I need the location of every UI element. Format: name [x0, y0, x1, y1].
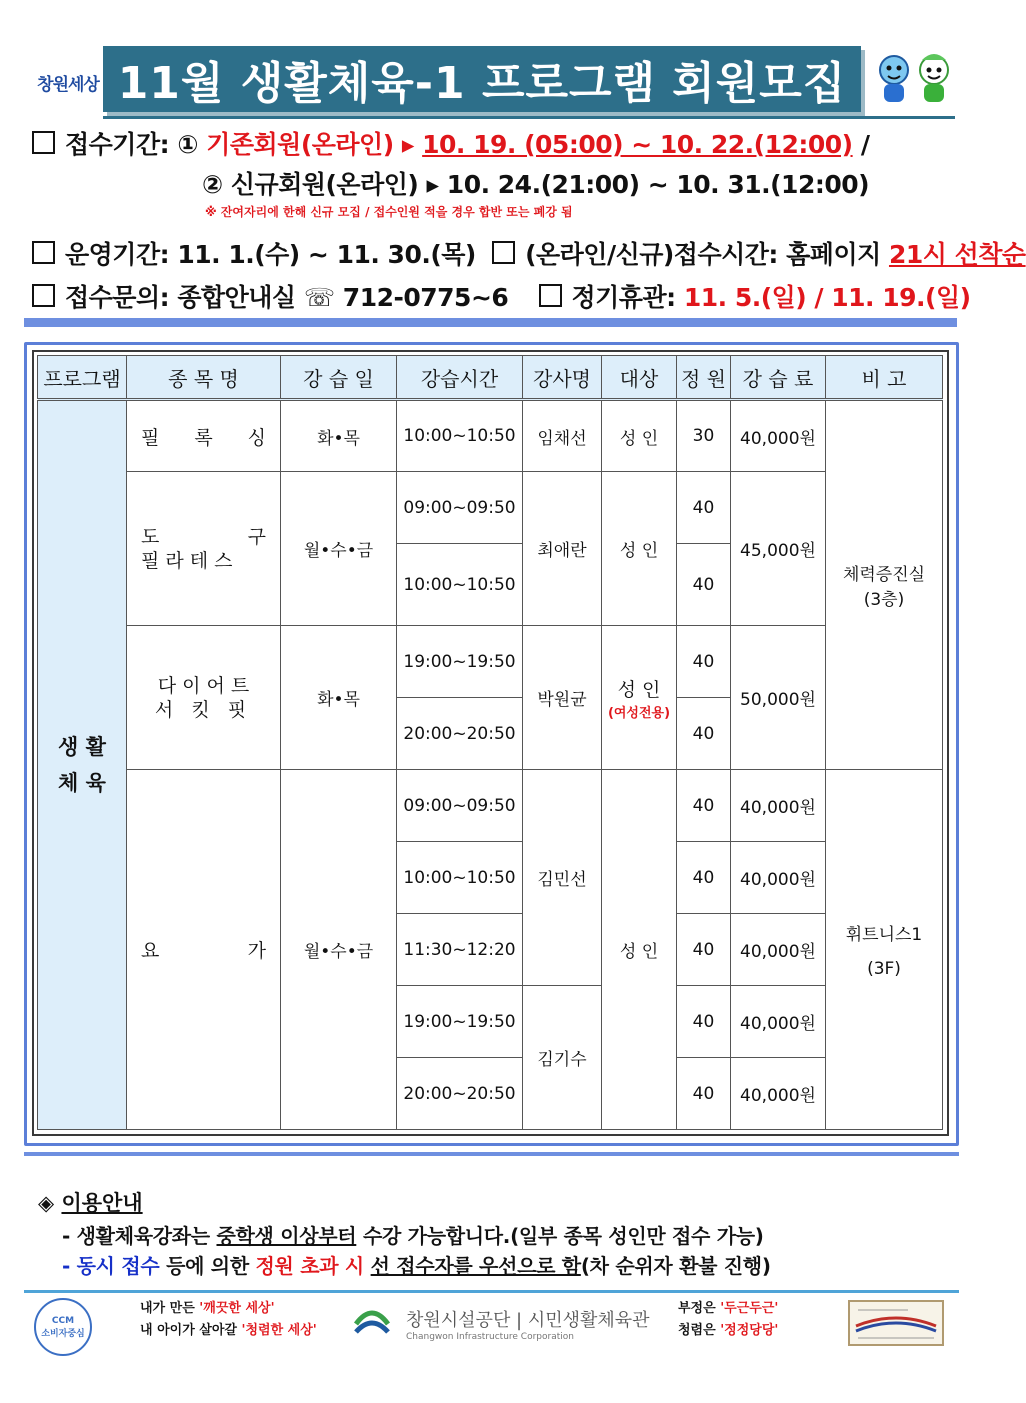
note-fitness-line-1: 체력증진실	[842, 565, 926, 585]
fee-cell: 40,000원	[731, 770, 826, 842]
registration-2-date: 10. 24.(21:00) ~ 10. 31.(12:00)	[446, 170, 870, 199]
ccm-line-1: CCM	[51, 1315, 75, 1326]
usage-text: 등에 의한	[166, 1254, 249, 1278]
usage-text: 정원 초과 시	[255, 1254, 364, 1278]
usage-text: 선 접수자를 우선으로 함	[370, 1254, 581, 1278]
header-program: 프로그램	[38, 356, 127, 400]
time-cell: 20:00~20:50	[397, 698, 523, 770]
course-char: 록	[194, 426, 213, 449]
table-header-row	[38, 356, 943, 400]
category-line-2: 체 육	[58, 771, 106, 795]
registration-1-number: ①	[177, 130, 198, 159]
phone-icon: ☏	[303, 283, 335, 312]
target-cell: 성 인	[602, 400, 677, 472]
divider-band-2	[24, 1152, 959, 1156]
fee-cell: 40,000원	[731, 986, 826, 1058]
org-english: Changwon Infrastructure Corporation	[406, 1332, 574, 1342]
usage-text: (차 순위자 환불 진행)	[580, 1254, 771, 1278]
capacity-cell: 40	[677, 986, 731, 1058]
course-line: 서 킷 핏	[154, 698, 253, 721]
course-char: 도	[141, 525, 160, 548]
time-cell: 11:30~12:20	[397, 914, 523, 986]
usage-line-1	[62, 1220, 764, 1249]
footer-line	[24, 1290, 959, 1293]
inquiry-label: 접수문의:	[65, 283, 170, 312]
slogan-text: 내가 만든	[140, 1301, 200, 1316]
instructor-cell: 김민선	[523, 770, 602, 986]
course-char: 요	[141, 940, 160, 962]
capacity-cell: 40	[677, 914, 731, 986]
note-cell-wellness	[826, 770, 943, 1130]
table-row	[38, 626, 943, 698]
days-cell: 월•수•금	[281, 770, 397, 1130]
category-line-1: 생 활	[58, 735, 106, 759]
arrow-right-icon: ▸	[426, 170, 439, 199]
fee-cell: 40,000원	[731, 400, 826, 472]
motto-text: 청렴은	[678, 1323, 721, 1338]
fee-cell: 40,000원	[731, 914, 826, 986]
usage-title	[38, 1187, 143, 1217]
period-label: 운영기간:	[65, 240, 170, 269]
checkbox-icon	[539, 284, 562, 307]
note-wellness-line-1: 휘트니스1	[845, 925, 923, 945]
org-emblem-icon	[350, 1302, 394, 1346]
note-wellness-line-2: (3F)	[867, 959, 901, 979]
fee-cell: 50,000원	[731, 626, 826, 770]
header-underline	[103, 116, 955, 119]
table-row	[38, 472, 943, 544]
registration-1-type: 기존회원(온라인)	[206, 130, 394, 159]
header-time: 강습시간	[397, 356, 523, 400]
course-line: 다 이 어 트	[157, 674, 250, 697]
checkbox-icon	[492, 241, 515, 264]
usage-text: - 생활체육강좌는	[62, 1224, 210, 1248]
header-fee: 강 습 료	[731, 356, 826, 400]
header-target: 대상	[602, 356, 677, 400]
registration-separator: /	[860, 130, 870, 159]
days-cell: 월•수•금	[281, 472, 397, 626]
time-cell: 09:00~09:50	[397, 770, 523, 842]
registration-2-number: ②	[202, 170, 223, 199]
days-cell: 화•목	[281, 626, 397, 770]
org-name: 창원시설공단	[406, 1310, 511, 1331]
checkbox-icon	[32, 284, 55, 307]
time-cell: 20:00~20:50	[397, 1058, 523, 1130]
schedule-table	[37, 355, 943, 1130]
course-line: 필 라 테 스	[141, 549, 233, 572]
checkbox-icon	[32, 131, 55, 154]
course-char: 싱	[247, 426, 266, 449]
header-note: 비 고	[826, 356, 943, 400]
checkbox-icon	[32, 241, 55, 264]
capacity-cell: 30	[677, 400, 731, 472]
page-title-text: 11월 생활체육-1 프로그램 회원모집	[117, 58, 847, 109]
capacity-cell: 40	[677, 472, 731, 544]
capacity-cell: 40	[677, 1058, 731, 1130]
inquiry-line	[32, 278, 971, 314]
changwon-logo	[28, 52, 108, 112]
course-char: 필	[141, 426, 160, 449]
motto	[678, 1298, 818, 1358]
online-time: 21시 선착순	[888, 240, 1026, 269]
motto-highlight: '정정당당'	[720, 1323, 779, 1338]
online-label: (온라인/신규)접수시간:	[525, 240, 778, 269]
instructor-cell: 박원균	[523, 626, 602, 770]
time-cell: 10:00~10:50	[397, 400, 523, 472]
registration-note: ※ 잔여자리에 한해 신규 모집 / 접수인원 적을 경우 합반 또는 폐강 됨	[205, 205, 573, 219]
period-value: 11. 1.(수) ~ 11. 30.(목)	[177, 240, 476, 269]
table-row	[38, 770, 943, 842]
slogan-text: 내 아이가 살아갈	[140, 1323, 242, 1338]
course-char: 가	[247, 940, 266, 962]
arrow-right-icon: ▸	[401, 130, 414, 159]
period-line	[32, 235, 1026, 271]
usage-title-text: 이용안내	[61, 1191, 143, 1215]
logo-text: 창원세상	[37, 74, 99, 95]
usage-text: - 동시 접수	[62, 1254, 160, 1278]
header-capacity: 정 원	[677, 356, 731, 400]
diamond-icon: ◈	[38, 1191, 55, 1215]
target-cell	[602, 626, 677, 770]
category-cell	[38, 400, 127, 1130]
course-diet-circuit	[127, 626, 281, 770]
time-cell: 10:00~10:50	[397, 842, 523, 914]
certificate-icon	[848, 1300, 944, 1346]
mascot-icon	[872, 48, 962, 108]
time-cell: 10:00~10:50	[397, 544, 523, 626]
target-text: 성 인	[617, 678, 661, 701]
usage-line-2	[62, 1250, 771, 1279]
online-value: 홈페이지	[786, 240, 881, 269]
closed-value: 11. 5.(일) / 11. 19.(일)	[683, 283, 971, 312]
header-course: 종 목 명	[127, 356, 281, 400]
capacity-cell: 40	[677, 626, 731, 698]
registration-1-date: 10. 19. (05:00) ~ 10. 22.(12:00)	[422, 130, 853, 159]
divider-band	[24, 318, 957, 327]
capacity-cell: 40	[677, 698, 731, 770]
inquiry-value: 종합안내실	[177, 283, 296, 312]
instructor-cell: 임채선	[523, 400, 602, 472]
fee-cell: 40,000원	[731, 842, 826, 914]
note-fitness-line-2: (3층)	[863, 590, 905, 610]
target-cell: 성 인	[602, 472, 677, 626]
motto-text: 부정은	[678, 1301, 721, 1316]
instructor-cell: 최애란	[523, 472, 602, 626]
fee-cell: 45,000원	[731, 472, 826, 626]
note-cell-fitness	[826, 400, 943, 770]
slogan-highlight: '깨끗한 세상'	[199, 1301, 275, 1316]
slogan	[140, 1298, 330, 1358]
course-char: 구	[247, 525, 266, 548]
motto-highlight: '두근두근'	[720, 1301, 779, 1316]
slogan-highlight: '청렴한 세상'	[241, 1323, 317, 1338]
course-yoga	[127, 770, 281, 1130]
header-days: 강 습 일	[281, 356, 397, 400]
capacity-cell: 40	[677, 544, 731, 626]
instructor-cell: 김기수	[523, 986, 602, 1130]
phone-number: 712-0775~6	[342, 283, 509, 312]
target-cell: 성 인	[602, 770, 677, 1130]
usage-text: 중학생 이상부터	[216, 1224, 357, 1248]
registration-line-1	[32, 125, 869, 161]
capacity-cell: 40	[677, 770, 731, 842]
org-logo: 창원시설공단 | 시민생활체육관 Changwon Infrastructure Corporation	[350, 1298, 650, 1358]
days-cell: 화•목	[281, 400, 397, 472]
ccm-line-2: 소비자중심	[41, 1328, 85, 1339]
registration-line-2	[202, 165, 869, 201]
usage-text: 수강 가능합니다.(일부 종목 성인만 접수 가능)	[362, 1224, 764, 1248]
capacity-cell: 40	[677, 842, 731, 914]
target-note: (여성전용)	[607, 705, 671, 721]
header-instructor: 강사명	[523, 356, 602, 400]
course-pilates	[127, 472, 281, 626]
closed-label: 정기휴관:	[571, 283, 676, 312]
page-title	[103, 46, 861, 112]
registration-label: 접수기간:	[65, 130, 170, 159]
fee-cell: 40,000원	[731, 1058, 826, 1130]
table-row	[38, 400, 943, 472]
ccm-badge	[34, 1298, 90, 1358]
registration-2-type: 신규회원(온라인)	[230, 170, 419, 199]
time-cell: 19:00~19:50	[397, 986, 523, 1058]
time-cell: 09:00~09:50	[397, 472, 523, 544]
time-cell: 19:00~19:50	[397, 626, 523, 698]
org-sub: 시민생활체육관	[527, 1310, 650, 1331]
course-pilroksing	[127, 400, 281, 472]
